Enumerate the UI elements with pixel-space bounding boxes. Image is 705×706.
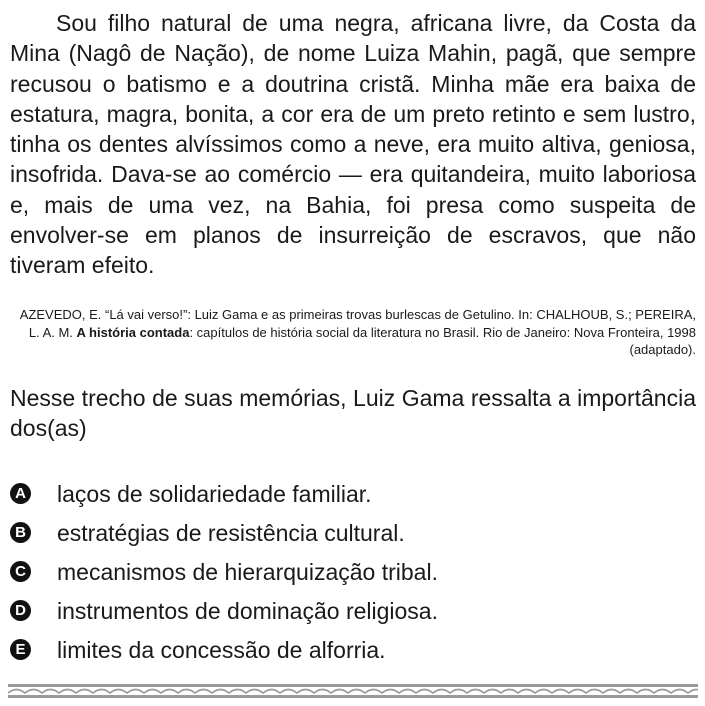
option-a-text: laços de solidariedade familiar.	[57, 480, 372, 507]
wavy-divider	[8, 684, 698, 698]
option-c-letter-icon: C	[10, 561, 31, 582]
option-d[interactable]	[10, 591, 696, 630]
citation-authors: AZEVEDO, E. “Lá vai verso!”: Luiz Gama e as primeiras trovas burlescas de Getulino. In: CHALHOUB, S.; PEREIRA, L. A. M.	[19, 307, 696, 340]
option-a[interactable]	[10, 474, 696, 513]
answer-options	[10, 474, 696, 669]
option-e-letter-icon: E	[10, 639, 31, 660]
source-citation	[16, 306, 696, 359]
citation-book-title: A história contada	[76, 324, 190, 340]
option-e[interactable]	[10, 630, 696, 669]
passage-text: Sou filho natural de uma negra, africana livre, da Costa da Mina (Nagô de Nação), de nome Luiza Mahin, pagã, que sempre recusou o batismo e a doutrina cristã. Minha mãe era baixa de estatura, magra, bonita, a cor era de um preto retinto e sem lustro, tinha os dentes alvíssimos como a neve, era muito altiva, geniosa, insofrida. Dava-se ao comércio — era quitandeira, muito laboriosa e, mais de uma vez, na Bahia, foi presa como suspeita de envolver-se em planos de insurreição de escravos, que não tiveram efeito.	[10, 10, 696, 279]
option-c[interactable]	[10, 552, 696, 591]
citation-details: : capítulos de história social da literatura no Brasil. Rio de Janeiro: Nova Fronteira, 1998 (adaptado).	[189, 324, 696, 357]
option-b-letter-icon: B	[10, 522, 31, 543]
option-b-text: estratégias de resistência cultural.	[57, 519, 405, 546]
option-d-text: instrumentos de dominação religiosa.	[57, 597, 438, 624]
option-a-letter-icon: A	[10, 483, 31, 504]
question-stem: Nesse trecho de suas memórias, Luiz Gama ressalta a importância dos(as)	[10, 385, 696, 442]
option-b[interactable]	[10, 513, 696, 552]
option-e-text: limites da concessão de alforria.	[57, 636, 386, 663]
option-d-letter-icon: D	[10, 600, 31, 621]
option-c-text: mecanismos de hierarquização tribal.	[57, 558, 438, 585]
